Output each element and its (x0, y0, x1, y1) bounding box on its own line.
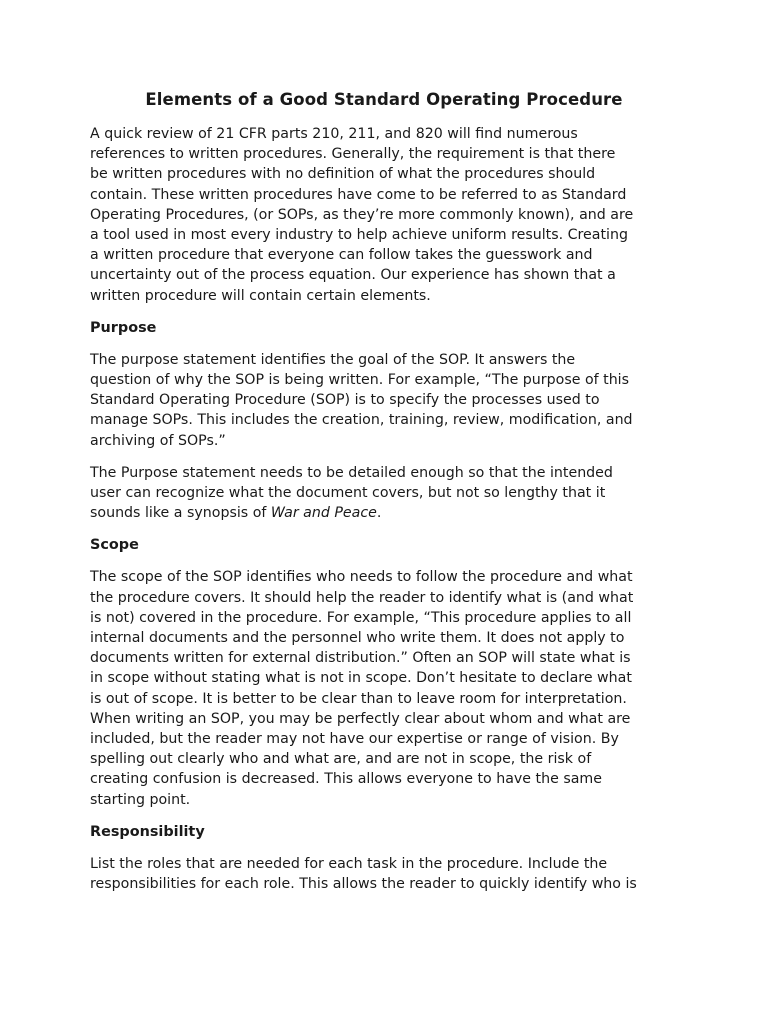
responsibility-paragraph: List the roles that are needed for each task in the procedure. Include the responsibilities for each role. This allows the reader to quickly identify who is (90, 855, 637, 893)
scope-paragraph: The scope of the SOP identifies who needs to follow the procedure and what the procedure covers. It should help the reader to identify what is (and what is not) covered in the procedure. For example, “This procedure applies to all internal documents and the personnel who write them. It does not apply to documents written for external distribution.” Often an SOP will state what is in scope without stating what is not in scope. Don’t hesitate to declare what is out of scope. It is better to be clear than to leave room for interpretation. When writing an SOP, you may be perfectly clear about whom and what are included, but the reader may not have our expertise or range of vision. By spelling out clearly who and what are, and are not in scope, the risk of creating confusion is decreased. This allows everyone to have the same starting point. (90, 569, 634, 808)
purpose-paragraph-2-end: . (376, 505, 382, 522)
document-title: Elements of a Good Standard Operating Procedure (145, 90, 623, 109)
document-page (90, 88, 678, 906)
purpose-heading: Purpose (90, 319, 157, 336)
purpose-paragraph-1: The purpose statement identifies the goal of the SOP. It answers the question of why the SOP is being written. For example, “The purpose of this Standard Operating Procedure (SOP) is to specify the processes used to manage SOPs. This includes the creation, training, review, modification, and archiving of SOPs.” (90, 351, 633, 449)
purpose-paragraph-2 (90, 463, 678, 524)
scope-heading: Scope (90, 537, 139, 554)
purpose-paragraph-2-italic: War and Peace (270, 505, 377, 522)
responsibility-heading: Responsibility (90, 823, 205, 840)
purpose-paragraph-2-text: The Purpose statement needs to be detailed enough so that the intended user can recognize what the document covers, but not so lengthy that it sounds like a synopsis of (90, 464, 613, 522)
intro-paragraph: A quick review of 21 CFR parts 210, 211, and 820 will find numerous references to written procedures. Generally, the requirement is that there be written procedures with no definition of what the procedures should contain. These written procedures have come to be referred to as Standard Operating Procedures, (or SOPs, as they’re more commonly known), and are a tool used in most every industry to help achieve uniform results. Creating a written procedure that everyone can follow takes the guesswork and uncertainty out of the process equation. Our experience has shown that a written procedure will contain certain elements. (90, 126, 634, 304)
